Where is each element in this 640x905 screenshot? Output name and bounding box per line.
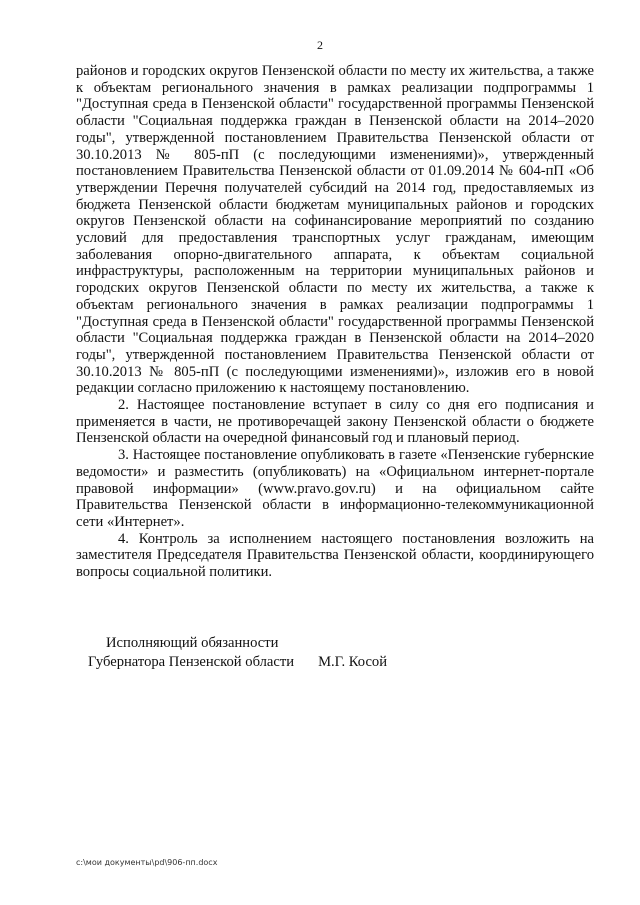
page-number: 2 [317, 38, 323, 52]
signature-block [88, 634, 387, 672]
signature-title: Губернатора Пензенской области [88, 654, 295, 670]
paragraph-item-3: 3. Настоящее постановление опубликовать в газете «Пензенские губернские ведомости» и разместить (опубликовать) на «Официальном интернет-портале правовой информации» (www.pravo.gov.ru) и на официальном сайте Правительства Пензенской области в информационно-телекоммуникационной сети «Интернет». [76, 447, 594, 530]
paragraph-item-4: 4. Контроль за исполнением настоящего постановления возложить на заместителя Председателя Правительства Пензенской области, координирующего вопросы социальной политики. [76, 530, 594, 581]
signatory-name: М.Г. Косой [318, 654, 388, 670]
file-path-footer: c:\мои документы\pd\906-пп.docx [76, 858, 218, 867]
signature-position: Исполняющий обязанности [106, 635, 279, 651]
document-body [76, 63, 594, 581]
paragraph-continuation: районов и городских округов Пензенской области по месту их жительства, а также к объектам регионального значения в рамках реализации подпрограммы 1 "Доступная среда в Пензенской области" государственной программы Пензенской области "Социальная поддержка граждан в Пензенской области на 2014–2020 годы", утвержденной постановлением Правительства Пензенской области от 30.10.2013 № 805-пП (с последующими изменениями)», утвержденный постановлением Правительства Пензенской области от 01.09.2014 № 604-пП «Об утверждении Перечня получателей субсидий на 2014 год, предоставляемых из бюджета Пензенской области бюджетам муниципальных районов и городских округов Пензенской области на софинансирование мероприятий по созданию условий для предоставления транспортных услуг гражданам, имеющим заболевания опорно-двигательного аппарата, к объектам социальной инфраструктуры, расположенным на территории муниципальных районов и городских округов Пензенской области по месту их жительства, а также к объектам регионального значения в рамках реализации подпрограммы 1 "Доступная среда в Пензенской области" государственной программы Пензенской области "Социальная поддержка граждан в Пензенской области на 2014–2020 годы", утвержденной постановлением Правительства Пензенской области от 30.10.2013 № 805-пП (с последующими изменениями)», изложив его в новой редакции согласно приложению к настоящему постановлению. [76, 63, 594, 397]
paragraph-item-2: 2. Настоящее постановление вступает в силу со дня его подписания и применяется в части, не противоречащей закону Пензенской области о бюджете Пензенской области на очередной финансовый год и плановый период. [76, 397, 594, 447]
signature-row [88, 653, 387, 672]
